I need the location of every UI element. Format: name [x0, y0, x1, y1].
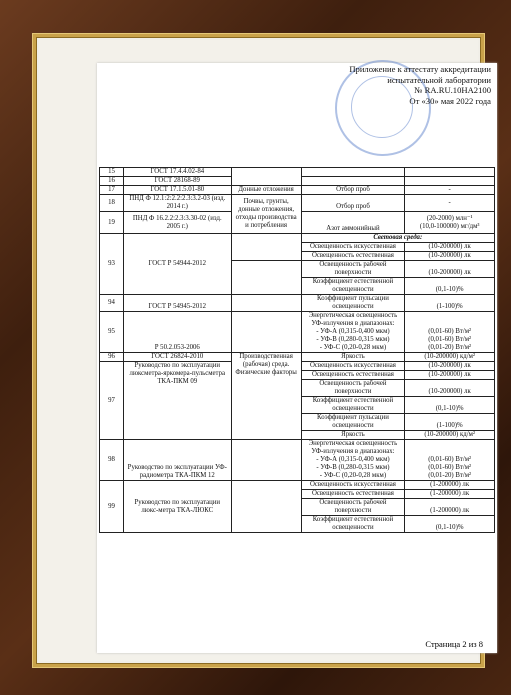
method-document: ГОСТ 17.1.5.01-80	[123, 186, 231, 195]
parameter-title: Энергетическая освещенность УФ-излучения в диапазонах:	[308, 312, 398, 327]
method-document: Руководство по эксплуатации люксметра-яркомера-пульсметра ТКА-ПКМ 09	[123, 362, 231, 440]
parameter: Освещенность естественная	[301, 371, 405, 380]
method-document: Р 50.2.053-2006	[123, 312, 231, 353]
table-row	[100, 312, 495, 353]
range-line: (0,01-20) Вт/м²	[428, 472, 472, 479]
frame-mat	[39, 40, 491, 661]
header-line: От «30» мая 2022 года	[409, 95, 491, 106]
method-document: ГОСТ 28168-89	[123, 177, 231, 186]
table-row	[100, 168, 495, 177]
method-document: ГОСТ Р 54945-2012	[123, 295, 231, 312]
section-heading: Световая среда:	[301, 234, 494, 243]
parameter: Освещенность естественная	[301, 252, 405, 261]
table-row	[100, 186, 495, 195]
parameter: Яркость	[301, 353, 405, 362]
document-page	[97, 63, 497, 653]
table-row	[100, 440, 495, 481]
parameter: Освещенность рабочей поверхности	[301, 380, 405, 397]
range: (1-200000) лк	[405, 499, 495, 516]
header-line: № RA.RU.10НА2100	[414, 85, 491, 95]
row-number: 95	[100, 312, 124, 353]
header-line: испытательной лаборатории	[387, 74, 491, 85]
row-number: 93	[100, 234, 124, 295]
row-number: 97	[100, 362, 124, 440]
method-document: ГОСТ Р 54944-2012	[123, 234, 231, 295]
object-cell	[231, 481, 301, 533]
parameter: Коэффициент пульсации освещенности	[301, 414, 405, 431]
row-number: 96	[100, 353, 124, 362]
param-cell	[301, 168, 405, 177]
parameter: Азот аммонийный	[301, 212, 405, 234]
test-object: Донные отложения	[231, 186, 301, 195]
range: (10-200000) лк	[405, 243, 495, 252]
table-row	[100, 353, 495, 362]
range: -	[405, 186, 495, 195]
row-number: 17	[100, 186, 124, 195]
range-line: (0,01-20) Вт/м²	[428, 344, 472, 351]
method-document: ПНД Ф 16.2.2:2.3:3.30-02 (изд. 2005 г.)	[123, 212, 231, 234]
range: (1-200000) лк	[405, 481, 495, 490]
parameter: Коэффициент естественной освещенности	[301, 397, 405, 414]
object-cell	[231, 234, 301, 261]
range-line: (0,01-60) Вт/м²	[428, 328, 472, 335]
row-number: 99	[100, 481, 124, 533]
object-cell	[231, 312, 301, 353]
row-number: 98	[100, 440, 124, 481]
object-cell	[231, 168, 301, 186]
method-document: Руководство по эксплуатации люкс-метра ТКА-ЛЮКС	[123, 481, 231, 533]
parameter: Освещенность рабочей поверхности	[301, 499, 405, 516]
range: (1-200000) лк	[405, 490, 495, 499]
range: (10-200000) кд/м²	[405, 353, 495, 362]
parameter: Коэффициент естественной освещенности	[301, 516, 405, 533]
row-number: 94	[100, 295, 124, 312]
attestation-header	[349, 64, 491, 106]
range: (10-200000) лк	[405, 380, 495, 397]
parameter-line: - УФ-А (0,315-0,400 мкм)	[316, 456, 390, 463]
parameter-title: Энергетическая освещенность УФ-излучения в диапазонах:	[308, 440, 398, 455]
range	[405, 212, 495, 234]
parameter: Отбор проб	[301, 186, 405, 195]
parameter-line: - УФ-С (0,20-0,28 мкм)	[319, 344, 387, 351]
parameter: Освещенность искусственная	[301, 362, 405, 371]
row-number: 18	[100, 195, 124, 212]
range: (0,1-10)%	[405, 516, 495, 533]
parameter-line: - УФ-С (0,20-0,28 мкм)	[319, 472, 387, 479]
param-cell	[301, 177, 405, 186]
range: (10-200000) лк	[405, 371, 495, 380]
parameter-line: - УФ-В (0,280-0,315 мкм)	[316, 464, 390, 471]
range: (10-200000) лк	[405, 261, 495, 278]
range: (0,1-10)%	[405, 278, 495, 295]
table-row	[100, 481, 495, 490]
table-row	[100, 295, 495, 312]
method-document: ГОСТ 26824-2010	[123, 353, 231, 362]
object-cell	[231, 440, 301, 481]
parameter: Освещенность естественная	[301, 490, 405, 499]
range: (1-100)%	[405, 414, 495, 431]
parameter: Коэффициент естественной освещенности	[301, 278, 405, 295]
method-document: ПНД Ф 12.1:2:2.2:2.3:3.2-03 (изд. 2014 г.)	[123, 195, 231, 212]
row-number: 19	[100, 212, 124, 234]
test-object: Почвы, грунты, донные отложения, отходы производства и потребления	[231, 195, 301, 234]
range: (0,1-10)%	[405, 397, 495, 414]
range: (1-100)%	[405, 295, 495, 312]
range	[405, 440, 495, 481]
range-line: (0,01-60) Вт/м²	[428, 456, 472, 463]
range: (10-200000) лк	[405, 362, 495, 371]
range: -	[405, 195, 495, 212]
parameter: Освещенность рабочей поверхности	[301, 261, 405, 278]
range-cell	[405, 168, 495, 177]
test-object: Производственная (рабочая) среда. Физические факторы	[231, 353, 301, 440]
parameter	[301, 312, 405, 353]
range-line: (0,01-60) Вт/м²	[428, 464, 472, 471]
range: (10-200000) лк	[405, 252, 495, 261]
parameter	[301, 440, 405, 481]
accreditation-table	[99, 167, 495, 533]
parameter: Освещенность искусственная	[301, 481, 405, 490]
row-number: 16	[100, 177, 124, 186]
range	[405, 312, 495, 353]
object-cell	[231, 295, 301, 312]
parameter: Коэффициент пульсации освещенности	[301, 295, 405, 312]
object-cell	[231, 261, 301, 295]
row-number: 15	[100, 168, 124, 177]
parameter-line: - УФ-В (0,280-0,315 мкм)	[316, 336, 390, 343]
table-row	[100, 234, 495, 243]
method-document: Руководство по эксплуатации УФ-радиометра ТКА-ПКМ 12	[123, 440, 231, 481]
parameter: Освещенность искусственная	[301, 243, 405, 252]
range-line: (0,01-60) Вт/м²	[428, 336, 472, 343]
range-line: (10,0-100000) мг/дм³	[419, 222, 480, 230]
header-line: Приложение к аттестату аккредитации	[349, 64, 491, 74]
parameter: Отбор проб	[301, 195, 405, 212]
parameter-line: - УФ-А (0,315-0,400 мкм)	[316, 328, 390, 335]
table-row	[100, 195, 495, 212]
range-line: (20-2000) млн⁻¹	[426, 214, 473, 222]
method-document: ГОСТ 17.4.4.02-84	[123, 168, 231, 177]
range: (10-200000) кд/м²	[405, 431, 495, 440]
parameter: Яркость	[301, 431, 405, 440]
page-footer: Страница 2 из 8	[425, 639, 483, 649]
range-cell	[405, 177, 495, 186]
